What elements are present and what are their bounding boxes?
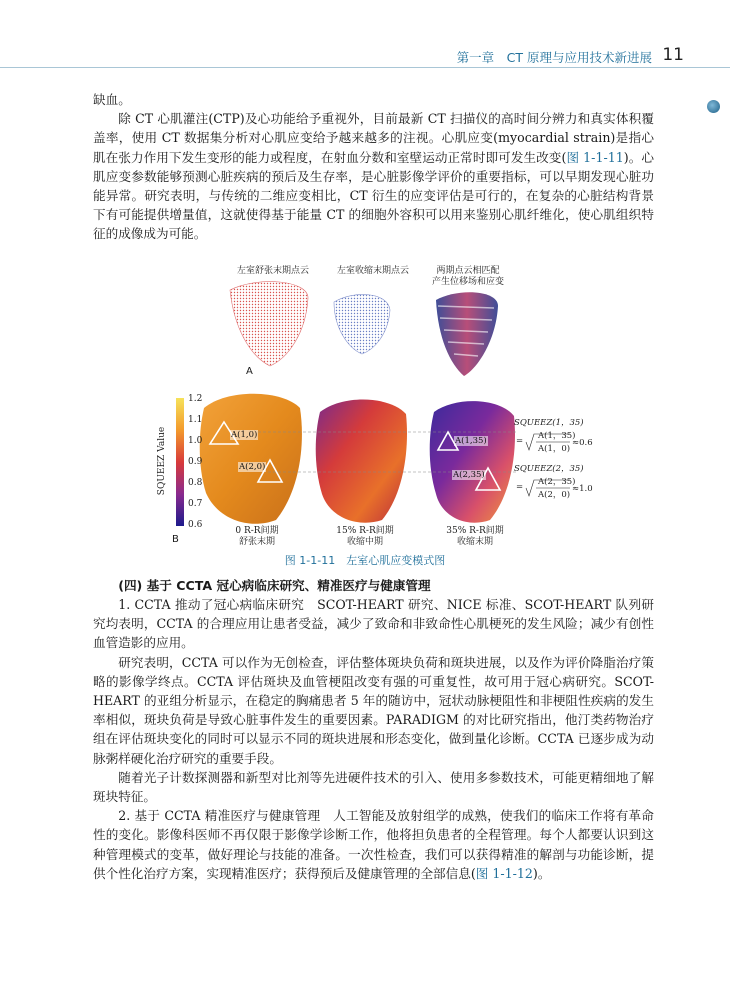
paragraph: 除 CT 心肌灌注(CTP)及心功能给予重视外，目前最新 CT 扫描仪的高时间分辨力和真实体积覆盖率，使用 CT 数据集分析对心肌应变给予越来越多的注视。心肌应变(myocardial strain)是指心肌在张力作用下发生变形的能力或程度，在射血分数和室壁运动正常时即可发生改变(图 1-1-11)。心肌应变参数能够预测心脏疾病的预后及生存率，是心脏影像学评价的重要指标，可以早期发现心脏功能异常。研究表明，与传统的二维应变相比，CT 衍生的应变评估是可行的，在复杂的心脏结构背景下有可能提供增量值，这就使得基于能量 CT 的细胞外容积可以用来鉴别心肌纤维化，使心肌组织特征的成像成为可能。 (93, 111, 654, 242)
paragraph: 缺血。 (93, 92, 131, 107)
colorbar (176, 398, 184, 526)
page-number: 11 (662, 45, 684, 65)
colorbar-tick: 0.8 (188, 478, 203, 488)
panel-a-title-2: 左室收缩末期点云 (336, 266, 409, 276)
point-label: A(1,0) (231, 430, 258, 440)
colorbar-tick: 1.0 (188, 436, 203, 446)
figure-caption: 图 1-1-11 左室心肌应变模式图 (284, 554, 446, 567)
chapter-title: 第一章 CT 原理与应用技术新进展 (456, 50, 652, 65)
systole-point-cloud (334, 294, 390, 354)
running-header (0, 38, 730, 68)
margin-marker-icon (707, 100, 720, 113)
panel-b-caption-3: 35% R-R间期 收缩末期 (446, 526, 504, 547)
paragraph: 随着光子计数探测器和新型对比剂等先进硬件技术的引入、使用多参数技术，可能更精细地了解斑块特征。 (93, 769, 654, 805)
matched-point-cloud (436, 292, 498, 376)
paragraph: 1. CCTA 推动了冠心病临床研究 SCOT-HEART 研究、NICE 标准、SCOT-HEART 队列研究均表明，CCTA 的合理应用让患者受益，减少了致命和非致命性心肌梗死的发生风险；减少有创性血管造影的应用。 (93, 597, 654, 651)
colorbar-tick: 0.6 (188, 520, 203, 530)
colorbar-tick: 0.7 (188, 499, 203, 509)
intro-text (93, 90, 654, 244)
section-heading: (四) 基于 CCTA 冠心病临床研究、精准医疗与健康管理 (118, 578, 431, 593)
colorbar-tick: 0.9 (188, 457, 203, 467)
panel-b-label: B (172, 534, 179, 545)
paragraph: 研究表明，CCTA 可以作为无创检查，评估整体斑块负荷和斑块进展，以及作为评价降脂治疗策略的影像学终点。CCTA 评估斑块及血管梗阻改变有强的可重复性，故可用于冠心病研究。SCOT-HEART 的亚组分析显示，在稳定的胸痛患者 5 年的随访中，冠状动脉梗阻性和非梗阻性疾病的发生率相似，斑块负荷是导致心脏事件发生的重要因素。PARADIGM 的对比研究指出，他汀类药物治疗组在评估斑块变化的同时可以显示不同的斑块进展和形态变化，做到量化诊断。CCTA 已逐步成为动脉粥样硬化治疗研究的重要手段。 (93, 654, 654, 766)
panel-b-caption-2: 15% R-R间期 收缩中期 (336, 526, 394, 547)
figure-graphics (158, 258, 598, 548)
heart-mid-systole (316, 399, 407, 522)
section-text (93, 576, 654, 883)
panel-a-title-1: 左室舒张末期点云 (236, 266, 309, 276)
squeez-formula-1: SQUEEZ(1，35) (514, 418, 584, 428)
colorbar-tick: 1.2 (188, 394, 203, 404)
paragraph: 2. 基于 CCTA 精准医疗与健康管理 人工智能及放射组学的成熟，使我们的临床工作将有革命性的变化。影像科医师不再仅限于影像学诊断工作，他将担负患者的全程管理。每个人都要认识到这种管理模式的变革，做好理论与技能的准备。一次性检查，我们可以获得精准的解剖与功能诊断，提供个性化治疗方案，实现精准医疗；获得预后及健康管理的全部信息(图 1-1-12)。 (93, 808, 654, 881)
point-label: A(1,35) (455, 436, 487, 446)
point-label: A(2,0) (239, 462, 266, 472)
panel-a-label: A (246, 366, 253, 377)
colorbar-tick: 1.1 (188, 415, 203, 425)
panel-b-caption-1: 0 R-R间期 舒张末期 (235, 526, 279, 547)
heart-end-systole (430, 401, 515, 523)
diastole-point-cloud (230, 282, 308, 366)
panel-a-title-3: 两期点云相匹配 产生位移场和应变 (431, 266, 504, 287)
squeez-formula-2: SQUEEZ(2，35) (514, 464, 584, 474)
figure-reference-link[interactable]: 图 1-1-12 (475, 865, 533, 881)
point-label: A(2,35) (453, 470, 485, 480)
figure-1-1-11: 左室舒张末期点云 左室收缩末期点云 两期点云相匹配 产生位移场和应变 A B 1.2 1.1 1.0 0.9 0.8 0.7 0.6 SQUEEZ Value A(1,0) A(2,0) A(1,35) A(2,35) SQUEEZ(1，35) = A(1，35) A(1，0) ≈0.6 SQUEEZ(2，35) = A(2，35) A(2，0) ≈1.0 0 R-R间期 舒张末期 15% R-R间期 收缩中期 35% R-R间期 收缩末期 (158, 258, 598, 548)
header-rule (0, 67, 730, 68)
colorbar-title: SQUEEZ Value (157, 426, 168, 496)
figure-reference-link[interactable]: 图 1-1-11 (566, 149, 624, 165)
heart-end-diastole (200, 394, 302, 524)
